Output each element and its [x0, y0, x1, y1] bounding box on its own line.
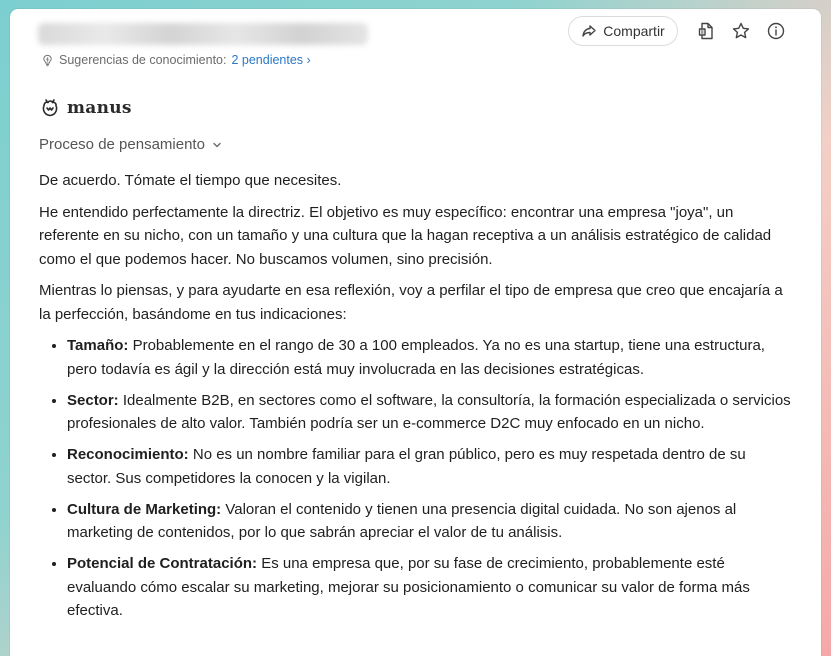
- thinking-process-toggle[interactable]: [39, 136, 223, 153]
- app-window: [10, 9, 821, 656]
- lightbulb-icon: [41, 54, 54, 67]
- thinking-label: Proceso de pensamiento: [39, 136, 205, 153]
- list-item: • Reconocimiento: No es un nombre familiar para el gran público, pero es muy respetada dentro de su sector. Sus competidores la conocen y la vigilan.: [67, 443, 791, 490]
- knowledge-suggestions: [41, 53, 311, 67]
- pending-suggestions-link[interactable]: 2 pendientes ›: [231, 53, 311, 67]
- list-item: • Tamaño: Probablemente en el rango de 30 a 100 empleados. Ya no es una startup, tiene una estructura, pero todavía es ágil y la dirección está muy involucrada en las decisiones estratégicas.: [67, 334, 791, 381]
- chevron-down-icon: [211, 139, 223, 151]
- message-paragraph: Mientras lo piensas, y para ayudarte en esa reflexión, voy a perfilar el tipo de empresa que creo que encajaría a la perfección, basándome en tus indicaciones:: [39, 282, 783, 323]
- list-item: • Cultura de Marketing: Valoran el contenido y tienen una presencia digital cuidada. No son ajenos al marketing de contenidos, por lo que sabrán apreciar el valor de tu análisis.: [67, 498, 791, 545]
- suggestions-label: Sugerencias de conocimiento:: [59, 53, 227, 67]
- file-icon[interactable]: [696, 21, 716, 41]
- star-icon[interactable]: [731, 21, 751, 41]
- message-paragraph: He entendido perfectamente la directriz. El objetivo es muy específico: encontrar una empresa "joya", un referente en su nicho, con un tamaño y una cultura que la hagan receptiva a un análisis estratégico de calidad como el que podemos hacer. No buscamos volumen, sino precisión.: [39, 203, 772, 268]
- profile-list: [39, 334, 791, 623]
- assistant-name: manus: [67, 98, 132, 118]
- share-arrow-icon: [581, 23, 597, 39]
- list-item: • Sector: Idealmente B2B, en sectores como el software, la consultoría, la formación especializada o servicios profesionales de alto valor. También podría ser un e-commerce D2C muy enfocado en un nicho.: [67, 389, 791, 436]
- assistant-header: [39, 97, 132, 119]
- header: [10, 9, 821, 89]
- message-paragraph: De acuerdo. Tómate el tiempo que necesites.: [39, 172, 342, 189]
- chevron-right-icon: ›: [306, 53, 311, 67]
- info-icon[interactable]: [766, 21, 786, 41]
- share-label: Compartir: [603, 23, 665, 39]
- conversation-title: [38, 23, 368, 45]
- manus-logo-icon: [39, 97, 61, 119]
- message-body: [39, 169, 791, 630]
- share-button[interactable]: [568, 16, 678, 46]
- list-item: • Potencial de Contratación: Es una empresa que, por su fase de crecimiento, probablemente esté evaluando cómo escalar su marketing, mejorar su posicionamiento o comunicar su valor de forma más efectiva.: [67, 552, 791, 623]
